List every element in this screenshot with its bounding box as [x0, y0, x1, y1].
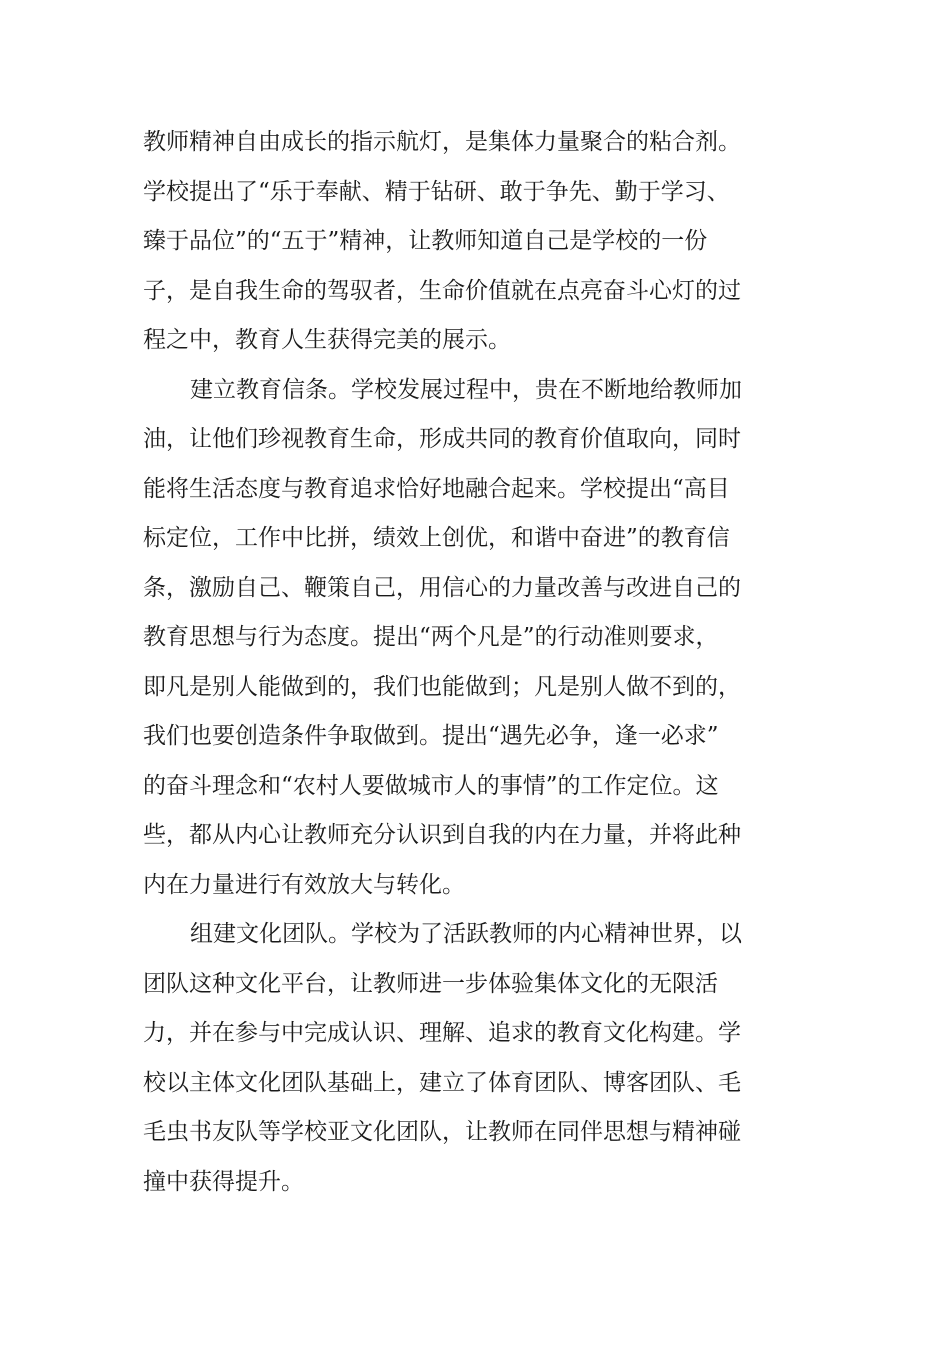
- text-line: 内在力量进行有效放大与转化。: [143, 871, 465, 898]
- text-line: 力，并在参与中完成认识、理解、追求的教育文化构建。学: [143, 1020, 741, 1046]
- text-line: 臻于品位”的“五于”精神，让教师知道自己是学校的一份: [143, 228, 708, 254]
- text-line: 学校提出了“乐于奉献、精于钻研、敢于争先、勤于学习、: [143, 178, 730, 205]
- text-line: 校以主体文化团队基础上，建立了体育团队、博客团队、毛: [143, 1069, 741, 1096]
- body-text: [143, 118, 763, 1207]
- text-line: 建立教育信条。学校发展过程中，贵在不断地给教师加: [190, 376, 742, 403]
- text-line: 团队这种文化平台，让教师进一步体验集体文化的无限活: [143, 970, 718, 997]
- text-line: 子，是自我生命的驾驭者，生命价值就在点亮奋斗心灯的过: [143, 277, 741, 304]
- text-line: 条，激励自己、鞭策自己，用信心的力量改善与改进自己的: [143, 574, 741, 601]
- text-line: 教育思想与行为态度。提出“两个凡是”的行动准则要求，: [143, 624, 719, 650]
- text-line: 油，让他们珍视教育生命，形成共同的教育价值取向，同时: [143, 426, 741, 452]
- text-line: 程之中，教育人生获得完美的展示。: [143, 327, 511, 353]
- text-line: 我们也要创造条件争取做到。提出“遇先必争，逢一必求”: [143, 723, 719, 749]
- paragraph-1: [143, 118, 763, 366]
- text-line: 的奋斗理念和“农村人要做城市人的事情”的工作定位。这: [143, 772, 719, 799]
- text-line: 即凡是别人能做到的，我们也能做到；凡是别人做不到的，: [143, 673, 741, 700]
- text-line: 撞中获得提升。: [143, 1168, 304, 1195]
- text-line: 能将生活态度与教育追求恰好地融合起来。学校提出“高目: [143, 475, 730, 502]
- text-line: 教师精神自由成长的指示航灯，是集体力量聚合的粘合剂。: [143, 129, 741, 155]
- text-line: 标定位，工作中比拼，绩效上创优，和谐中奋进”的教育信: [143, 525, 730, 551]
- paragraph-2: [143, 366, 763, 911]
- text-line: 组建文化团队。学校为了活跃教师的内心精神世界，以: [190, 921, 742, 947]
- text-line: 些，都从内心让教师充分认识到自我的内在力量，并将此种: [143, 822, 741, 848]
- paragraph-3: [143, 910, 763, 1207]
- text-line: 毛虫书友队等学校亚文化团队，让教师在同伴思想与精神碰: [143, 1119, 741, 1145]
